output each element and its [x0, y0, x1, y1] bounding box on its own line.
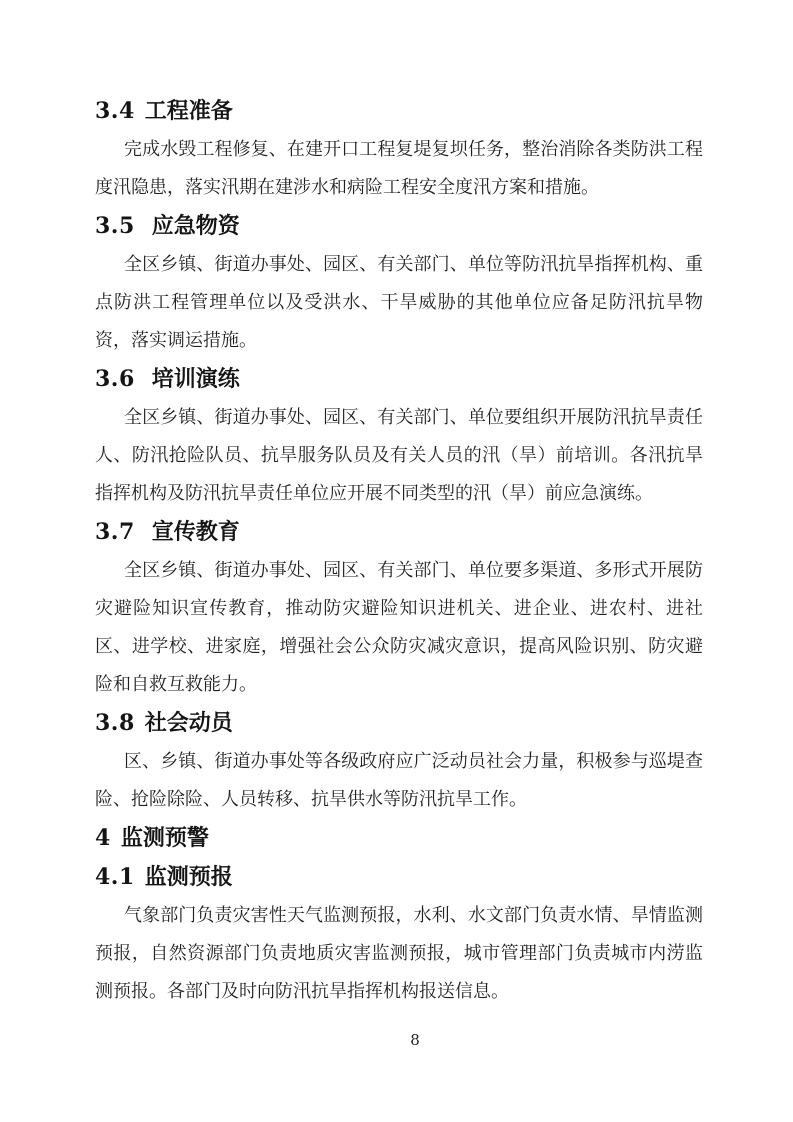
section-4 [95, 819, 703, 858]
heading-title: 工程准备 [144, 99, 233, 124]
section-4-1 [95, 858, 703, 1011]
paragraph: 区、乡镇、街道办事处等各级政府应广泛动员社会力量，积极参与巡堤查险、抢险除险、人员转移、抗旱供水等防汛抗旱工作。 [95, 751, 703, 810]
heading-number: 3.7 [95, 519, 135, 545]
paragraph: 全区乡镇、街道办事处、园区、有关部门、单位要多渠道、多形式开展防灾避险知识宣传教育，推动防灾避险知识进机关、进企业、进农村、进社区、进学校、进家庭，增强社会公众防灾减灾意识，提高风险识别、防灾避险和自救互救能力。 [95, 560, 703, 695]
page-footer [410, 1030, 420, 1050]
paragraph: 气象部门负责灾害性天气监测预报，水利、水文部门负责水情、旱情监测预报，自然资源部门负责地质灾害监测预报，城市管理部门负责城市内涝监测预报。各部门及时向防汛抗旱指挥机构报送信息。 [95, 905, 703, 1002]
heading-number: 4 [95, 825, 111, 851]
heading-number: 3.4 [95, 98, 135, 124]
heading-title: 培训演练 [151, 367, 240, 392]
paragraph: 完成水毁工程修复、在建开口工程复堤复坝任务，整治消除各类防洪工程度汛隐患，落实汛期在建涉水和病险工程安全度汛方案和措施。 [95, 139, 703, 198]
section-3-7 [95, 513, 703, 704]
paragraph: 全区乡镇、街道办事处、园区、有关部门、单位等防汛抗旱指挥机构、重点防洪工程管理单位以及受洪水、干旱威胁的其他单位应备足防汛抗旱物资，落实调运措施。 [95, 254, 703, 351]
section-heading [95, 360, 703, 399]
heading-title: 监测预报 [144, 865, 233, 890]
section-heading [95, 92, 703, 131]
section-heading [95, 819, 703, 858]
heading-number: 4.1 [95, 864, 135, 890]
section-3-5 [95, 207, 703, 360]
section-heading [95, 858, 703, 897]
heading-number: 3.6 [95, 366, 135, 392]
paragraph: 全区乡镇、街道办事处、园区、有关部门、单位要组织开展防汛抗旱责任人、防汛抢险队员、抗旱服务队员及有关人员的汛（旱）前培训。各汛抗旱指挥机构及防汛抗旱责任单位应开展不同类型的汛（旱）前应急演练。 [95, 407, 703, 504]
heading-number: 3.8 [95, 710, 135, 736]
heading-title: 社会动员 [144, 711, 233, 736]
page-number: 8 [410, 1031, 420, 1049]
section-heading [95, 207, 703, 246]
section-3-4 [95, 92, 703, 207]
heading-number: 3.5 [95, 213, 135, 239]
section-heading [95, 704, 703, 743]
section-3-8 [95, 704, 703, 819]
section-heading [95, 513, 703, 552]
heading-title: 宣传教育 [151, 520, 240, 545]
heading-title: 监测预警 [120, 826, 209, 851]
heading-title: 应急物资 [151, 214, 240, 239]
section-3-6 [95, 360, 703, 513]
